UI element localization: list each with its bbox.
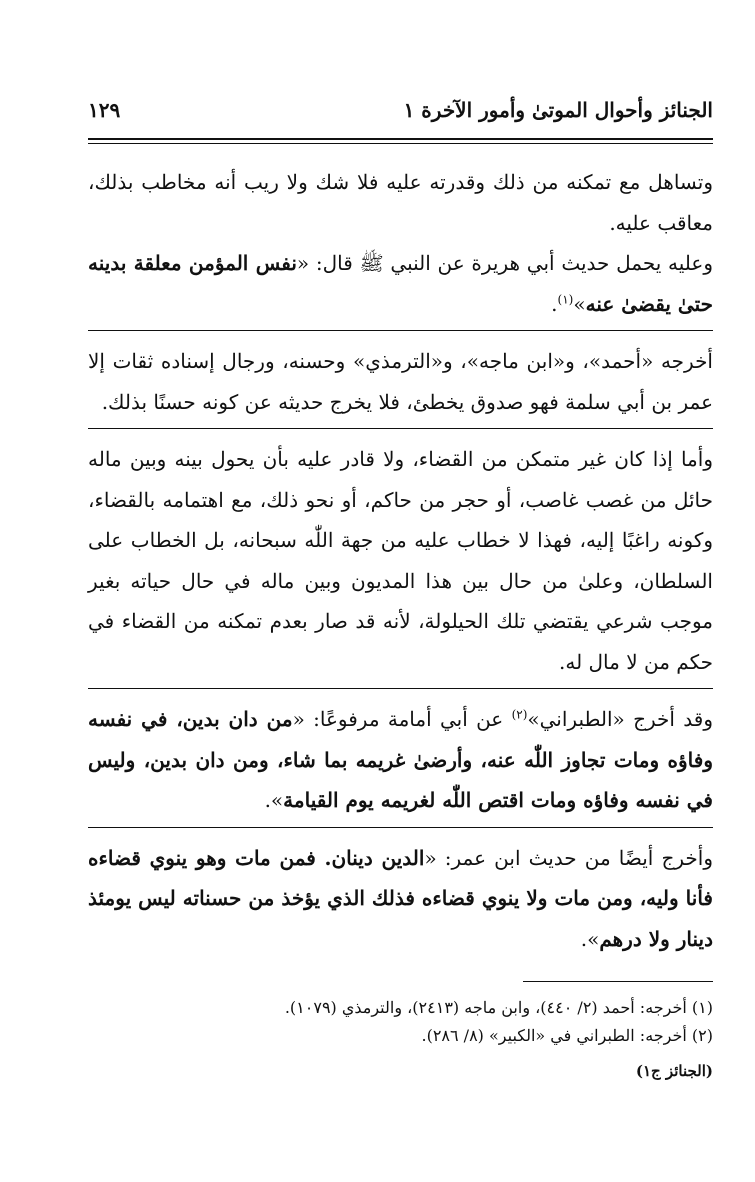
text-run: عن أبي أمامة مرفوعًا: « bbox=[292, 707, 512, 731]
text-run: ». bbox=[580, 926, 600, 951]
hadith-quote: الدين دينان. فمن مات وهو ينوي قضاءه فأنا وليه، ومن مات ولا ينوي قضاءه فذلك الذي يؤخذ من حسناته ليس يومئذ دينار ولا درهم bbox=[88, 845, 713, 951]
text-run: ». bbox=[264, 788, 284, 812]
page-number: ١٢٩ bbox=[88, 98, 121, 122]
text-run: . bbox=[551, 291, 558, 316]
paragraph bbox=[88, 838, 713, 960]
text-run: وأخرج أيضًا من حديث ابن عمر: « bbox=[424, 845, 713, 870]
footnote-rule bbox=[523, 981, 713, 982]
header-title: الجنائز وأحوال الموتىٰ وأمور الآخرة ١ bbox=[403, 98, 713, 122]
footnote-ref: (٢) bbox=[511, 707, 528, 722]
footnotes bbox=[88, 994, 713, 1050]
text-run: أخرجه «أحمد»، و«ابن ماجه»، و«الترمذي» وحسنه، ورجال إسناده ثقات إلا عمر بن أبي سلمة فهو صدوق يخطئ، فلا يخرج حديثه عن كونه حسنًا بذلك. bbox=[88, 349, 713, 414]
paragraph-divider bbox=[88, 330, 713, 331]
hadith-quote: نفس المؤمن معلقة بدينه حتىٰ يقضىٰ عنه bbox=[88, 251, 713, 316]
paragraph bbox=[88, 341, 713, 422]
footnote-1: (١) أخرجه: أحمد (٢/ ٤٤٠)، وابن ماجه (٢٤١٣)، والترمذي (١٠٧٩). bbox=[284, 998, 713, 1017]
paragraph bbox=[88, 162, 713, 243]
paragraph-divider bbox=[88, 428, 713, 429]
book-page bbox=[88, 98, 713, 1080]
text-run: » bbox=[573, 291, 586, 316]
text-run: وقد أخرج «الطبراني» bbox=[527, 707, 713, 731]
text-run: وتساهل مع تمكنه من ذلك وقدرته عليه فلا شك ولا ريب أنه مخاطب بذلك، معاقب عليه. bbox=[88, 170, 713, 235]
paragraph bbox=[88, 439, 713, 682]
text-run: وعليه يحمل حديث أبي هريرة عن النبي ﷺ قال: « bbox=[296, 251, 714, 275]
paragraph bbox=[88, 243, 713, 324]
text-run: وأما إذا كان غير متمكن من القضاء، ولا قادر عليه بأن يحول بينه وبين ماله حائل من غصب غاصب، أو حجر من حاكم، أو نحو ذلك، مع اهتمامه بالقضاء، وكونه راغبًا إليه، فهذا لا خطاب عليه من جهة اللّٰه سبحانه، بل الخطاب على السلطان، وعلىٰ من حال بين هذا المديون وبين ماله في حال حياته بغير موجب شرعي يقتضي تلك الحيلولة، لأنه قد صار بعدم تمكنه من القضاء في حكم من لا مال له. bbox=[88, 447, 713, 674]
paragraph bbox=[88, 699, 713, 821]
header-rule bbox=[88, 138, 713, 144]
signature-mark: (الجنائز ج١) bbox=[635, 1062, 713, 1080]
body-text bbox=[88, 162, 713, 959]
paragraph-divider bbox=[88, 827, 713, 828]
hadith-quote: من دان بدين، في نفسه وفاؤه ومات تجاوز اللّٰه عنه، وأرضىٰ غريمه بما شاء، ومن دان بدين، وليس في نفسه وفاؤه ومات اقتص اللّٰه لغريمه يوم القيامة bbox=[88, 707, 713, 812]
footnote-2: (٢) أخرجه: الطبراني في «الكبير» (٨/ ٢٨٦). bbox=[421, 1026, 713, 1045]
footnote-ref: (١) bbox=[557, 291, 574, 306]
paragraph-divider bbox=[88, 688, 713, 689]
running-header bbox=[88, 98, 713, 132]
